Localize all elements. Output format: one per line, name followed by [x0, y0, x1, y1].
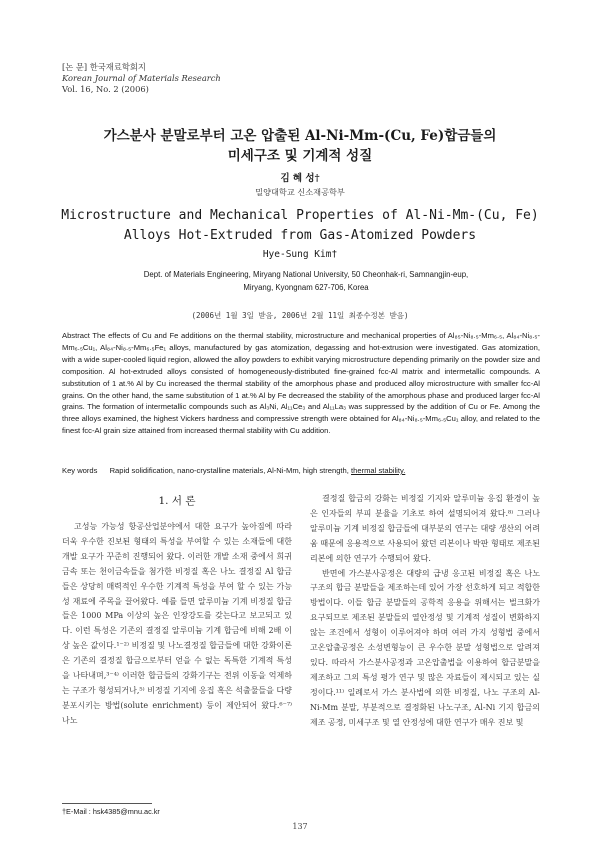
- korean-title-line1: 가스분사 분말로부터 고온 압출된 Al-Ni-Mm-(Cu, Fe)합금들의: [103, 128, 497, 144]
- korean-title-line2: 미세구조 및 기계적 성질: [227, 148, 373, 164]
- keywords-text: Rapid solidification, nano-crystalline materials, Al-Ni-Mm, high strength,: [109, 466, 349, 475]
- received-date: (2006년 1월 3일 받음, 2006년 2월 11일 최종수정본 받음): [191, 311, 409, 320]
- korean-title: [40, 126, 560, 166]
- journal-korean-name: [논 문] 한국재료학회지: [62, 62, 146, 72]
- abstract: [62, 330, 540, 437]
- english-affiliation: [96, 268, 516, 294]
- section-title-introduction: 1. 서 론: [158, 495, 196, 507]
- korean-affiliation: 밀양대학교 신소재공학부: [255, 187, 345, 197]
- keywords: [62, 465, 540, 476]
- page-number: 137: [292, 822, 308, 831]
- english-title: [40, 206, 560, 246]
- keywords-last: thermal stability.: [351, 466, 406, 475]
- english-author: Hye-Sung Kim†: [262, 249, 338, 260]
- left-column: [62, 492, 292, 729]
- english-title-line2: Alloys Hot-Extruded from Gas-Atomized Powders: [123, 228, 477, 243]
- footnote-divider: [62, 803, 152, 804]
- intro-paragraph-1: 고성능 가능성 항공산업분야에서 대한 요구가 높아짐에 따라 더욱 우수한 진보된 형태의 특성을 부여할 수 있는 소재들에 대한 개발 요구가 꾸준히 진행되어 왔다. 이러한 개발 소재 중에서 희귀금속 또는 천이금속들을 첨가한 비정질 혹은 나노 결정질 Al 합금들은 상당히 매력적인 우수한 기계적 특성을 부여 할 수 있는 가능성 재료에 주목을 끌어왔다. 예를 들면 알루미늄 기계 비정질 합금들은 1000 MPa 이상의 높은 인장강도를 갖는다고 보고되고 있다. 이런 특성은 기존의 결정질 알루미늄 기계 합금에 비해 2배 이상 높은 값이다.¹⁻²⁾ 비정질 및 나노결정질 합금들에 대한 강화이론은 기존의 결정질 합금으로부터 얻을 수 없는 독특한 기계적 특성을 나타내며,³⁻⁴⁾ 이러한 합금들의 강화기구는 전위 이동을 억제하는 구조가 형성되거나,⁵⁾ 비정질 기지에 응집 혹은 석출물들을 다량 분포시키는 방법(solute enrichment) 등이 제안되어 왔다.⁶⁻⁷⁾ 나노: [62, 522, 292, 725]
- english-title-line1: Microstructure and Mechanical Properties of Al-Ni-Mm-(Cu, Fe): [61, 208, 539, 223]
- intro-paragraph-2: 결정질 합금의 강화는 비정질 기지와 알루미늄 응집 환경이 높은 인자들의 부피 분율을 기초로 하여 설명되어져 왔다.⁸⁾ 그러나 알루미늄 기계 비정질 합금들에 대부분의 연구는 대량 생산의 어려움 때문에 응용적으로 사용되어 왔던 리본이나 박판 형태로 제조된 리본에 의한 연구가 수행되어 왔다.: [310, 494, 540, 563]
- intro-paragraph-3: 반면에 가스분사공정은 대량의 급냉 응고된 비정질 혹은 나노 구조의 합금 분말들을 제조하는데 있어 가장 선호하게 되고 적합한 방법이다. 이들 합금 분말들의 공학적 응용을 위해서는 벌크화가 요구되므로 제조된 분말들의 열안정성 및 기계적 성질이 변화하지 않는 조건에서 성형이 이루어져야 하며 여러 가지 성형법 중에서 고온압출공정은 소성변형능이 큰 우수한 분말 성형법으로 알려져 있다. 따라서 가스분사공정과 고온압출법을 이용하여 합금분말을 제조하고 그의 특성 평가 연구 및 많은 자료들이 제시되고 있는 실정이다.¹¹⁾ 일례로서 가스 분사법에 의한 비정질, 나노 구조의 Al-Ni-Mm 분말, 부분적으로 결정화된 나노구조, Al-Ni 기지 합금의 제조 공정, 미세구조 및 열 안정성에 대한 연구가 매우 진보 및: [310, 568, 540, 727]
- affiliation-line1: Dept. of Materials Engineering, Miryang National University, 50 Cheonhak-ri, Samnangjin-eup,: [143, 270, 469, 279]
- journal-english-name: Korean Journal of Materials Research: [62, 73, 221, 83]
- journal-header: [62, 62, 221, 95]
- korean-author: 김 혜 성†: [280, 173, 320, 184]
- affiliation-line2: Miryang, Kyongnam 627-706, Korea: [243, 283, 369, 292]
- journal-volume: Vol. 16, No. 2 (2006): [62, 84, 149, 94]
- keywords-label: Key words: [62, 466, 98, 475]
- abstract-text: The effects of Cu and Fe additions on the thermal stability, microstructure and mechanical properties of Al₈₅-Ni₈.₅-Mm₆.₅, Al₈₄-Ni₈.₅-Mm₆.₅Cu₁, Al₈₄-Ni₈.₅-Mm₆.₅Fe₁ alloys, manufactured by gas atomization, degassing and hot-extrusion were investigated. Gas atomization, with a wide super-cooled liquid region, allowed the alloy powders to exhibit varying microstructure depending primarily on the powder size and composition. Al hot-extruded alloys consisted of homogeneously-distributed fine-grained fcc-Al matrix and intermetallic compounds. A substitution of 1 at.% Al by Cu increased the thermal stability of the amorphous phase and produced alloy microstructure with smaller fcc-Al grains. On the other hand, the same substitution of 1 at.% Al by Fe decreased the stability of the amorphous phase and produced larger fcc-Al grains. The formation of intermetallic compounds such as Al₃Ni, Al₁₁Ce₃ and Al₁₁La₃ was suppressed by the addition of Cu or Fe. Among the three alloys examined, the highest Vickers hardness and compressive strength were obtained for Al₈₄-Ni₈.₅-Mm₆.₅Cu₁ alloy, and related to the finest fcc-Al grain size attained from increased thermal stability with Cu addition.: [62, 331, 540, 436]
- footnote-email: †E-Mail : hsk4385@mnu.ac.kr: [62, 807, 160, 816]
- right-column: [310, 492, 540, 731]
- abstract-label: Abstract: [62, 331, 90, 340]
